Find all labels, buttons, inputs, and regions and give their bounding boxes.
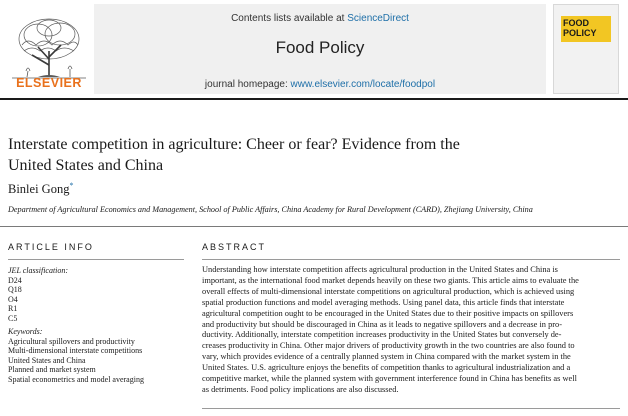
abstract-line: as detriments. Food policy implications are also discussed. [202, 384, 399, 394]
elsevier-wordmark: ELSEVIER [16, 76, 82, 90]
cover-title-line2: POLICY [563, 28, 597, 38]
journal-homepage-link[interactable]: www.elsevier.com/locate/foodpol [290, 79, 436, 90]
abstract-heading: ABSTRACT [202, 242, 267, 252]
cover-title-line1: FOOD [563, 18, 589, 28]
abstract-body [202, 265, 620, 396]
article-title [8, 134, 568, 176]
keyword: Planned and market system [8, 365, 96, 374]
keyword: United States and China [8, 355, 86, 365]
article-info-heading: ARTICLE INFO [8, 242, 94, 252]
article-title-line2: United States and China [8, 157, 164, 174]
contents-availability-line [94, 13, 546, 24]
section-divider [0, 226, 628, 227]
journal-homepage-line [94, 79, 546, 90]
jel-classification-label: JEL classification: [8, 266, 69, 275]
sciencedirect-link[interactable]: ScienceDirect [347, 13, 409, 24]
article-title-line1: Interstate competition in agriculture: Cheer or fear? Evidence from the [8, 136, 460, 153]
keyword: Multi-dimensional interstate competitions [8, 346, 143, 355]
article-info-block [8, 266, 193, 384]
abstract-line: Understanding how interstate competition affects agricultural production in the United States and China is [202, 265, 558, 274]
keyword: Spatial econometrics and model averaging [8, 374, 144, 384]
abstract-line: United States. U.S. agriculture enjoys the benefits of competition thanks to agricultural industrialization and a [202, 363, 571, 373]
article-info-rule [8, 259, 184, 260]
abstract-line: spatial production functions and model averaging methods. Using panel data, this article finds that interstate [202, 297, 565, 307]
abstract-line: ductivity. Additionally, interstate competition increases productivity in the United States but conversely de- [202, 330, 562, 340]
keywords-label: Keywords: [8, 327, 43, 336]
abstract-line: agricultural competition ought to be encouraged in the United States due to their positive impacts on spillovers [202, 308, 574, 318]
abstract-line: important, as the international food market depends heavily on these two giants. This article aims to evaluate the [202, 275, 579, 285]
journal-name: Food Policy [275, 38, 365, 57]
cover-title [563, 18, 611, 38]
jel-code: O4 [8, 294, 18, 304]
jel-code: D24 [8, 275, 22, 285]
abstract-rule [202, 259, 620, 260]
abstract-bottom-rule [202, 408, 620, 409]
author-affiliation: Department of Agricultural Economics and Management, School of Public Affairs, China Academy for Rural Development (CARD), Zhejiang University, China [8, 205, 533, 214]
header-divider [0, 98, 628, 100]
corresponding-author-mark[interactable]: * [69, 181, 74, 190]
abstract-line: vary, which provides evidence of a centrally planned system in China compared with the market system in the [202, 352, 571, 362]
contents-prefix: Contents lists available at [231, 13, 348, 24]
homepage-prefix: journal homepage: [204, 79, 291, 90]
abstract-line: competitive market, while the planned system with government interference found in China has benefits as well [202, 374, 577, 384]
jel-code: R1 [8, 304, 18, 313]
keyword: Agricultural spillovers and productivity [8, 336, 135, 346]
abstract-line: and productivity but should be discouraged in China as it leads to negative spillovers and a decrease in pro- [202, 319, 563, 329]
author-name[interactable]: Binlei Gong [8, 182, 70, 197]
jel-code: C5 [8, 313, 18, 323]
abstract-line: creases productivity in China. Other major drivers of productivity growth in the two countries are also found to [202, 341, 575, 351]
abstract-line: overall effects of multi-dimensional interstate competitions on agricultural production, which is achieved using [202, 286, 575, 296]
author-line [8, 181, 73, 197]
jel-code: Q18 [8, 285, 22, 294]
